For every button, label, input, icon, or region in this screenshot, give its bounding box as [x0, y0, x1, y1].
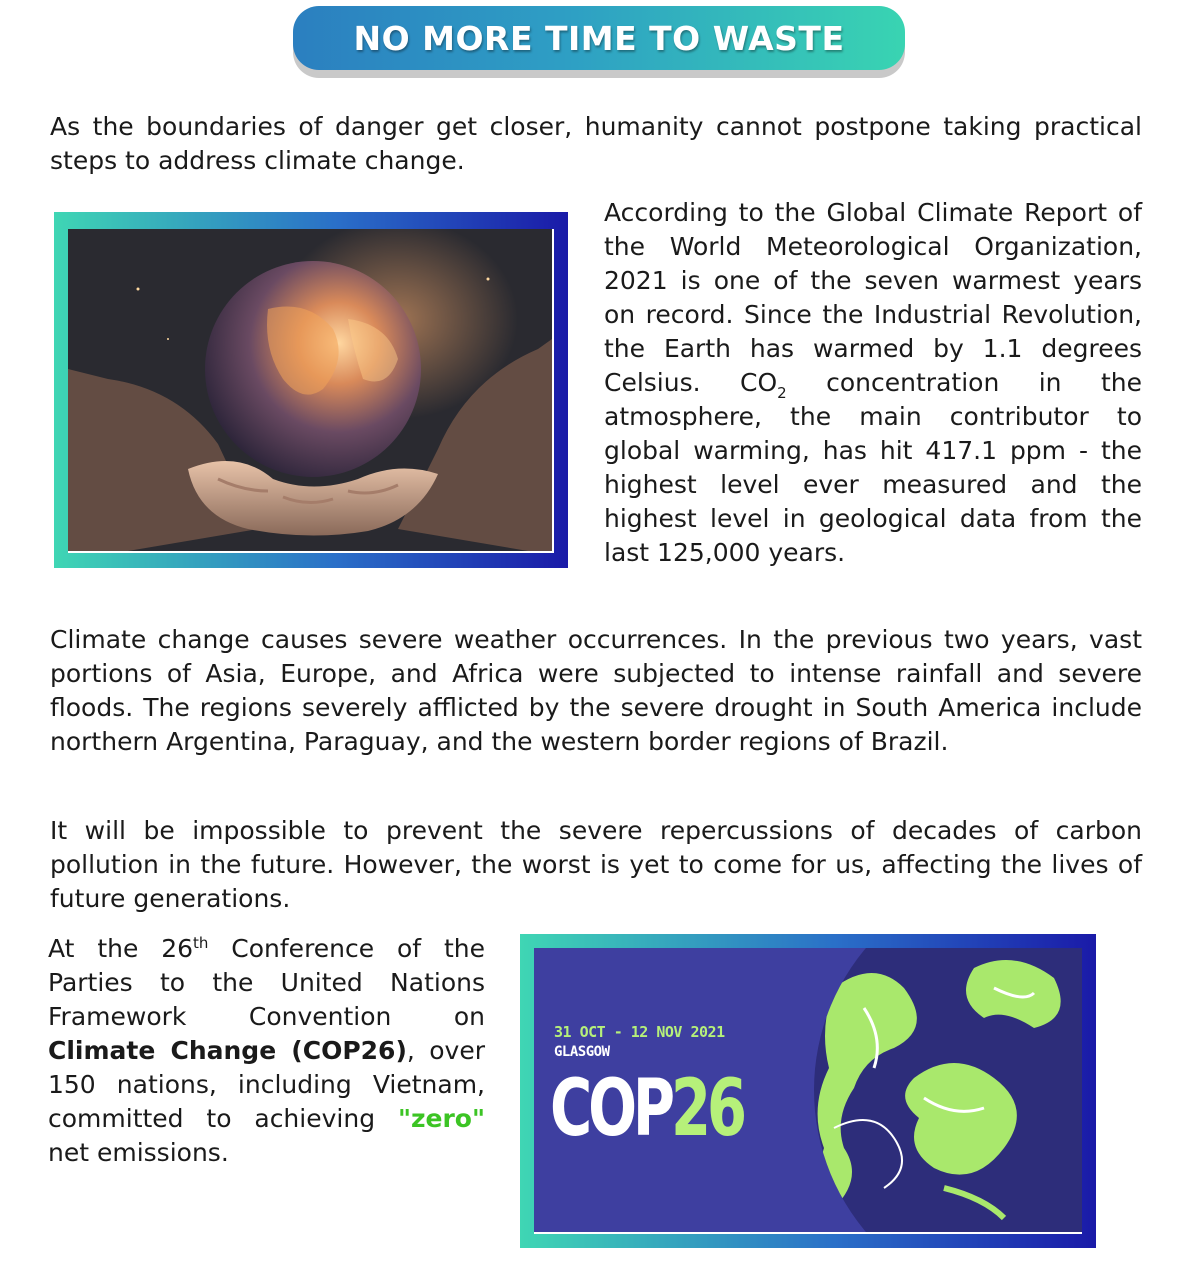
cop26-logo	[550, 1064, 743, 1154]
earth-image-border	[68, 229, 554, 553]
report-text-part2: concentration in the atmosphere, the main contributor to global warming, has hit 417.1 ppm - the highest level ever measured and the highest level in geological data from the last 125,000 years.	[604, 368, 1142, 567]
co2-subscript: 2	[777, 384, 787, 402]
title-banner	[293, 6, 905, 78]
cop-text-2: Conference of the Parties to the United Nations Framework Convention on	[48, 934, 485, 1031]
page-title: NO MORE TIME TO WASTE	[353, 18, 845, 58]
cop26-date: 31 OCT - 12 NOV 2021	[554, 1023, 725, 1041]
ordinal-superscript: th	[193, 934, 209, 952]
earth-in-hands-image	[68, 229, 552, 551]
cop26-image-frame	[520, 934, 1096, 1248]
title-pill	[293, 6, 905, 70]
cop26-logo-26: 26	[671, 1064, 743, 1154]
earth-illustration	[68, 229, 552, 551]
intro-paragraph: As the boundaries of danger get closer, humanity cannot postpone taking practical steps to address climate change.	[50, 112, 1142, 175]
cop26-image-border	[534, 948, 1082, 1234]
pollution-paragraph: It will be impossible to prevent the severe repercussions of decades of carbon pollution in the future. However, the worst is yet to come for us, affecting the lives of future generations.	[50, 816, 1142, 913]
cop-text-1: At the 26	[48, 934, 194, 963]
cop-bold-name: Climate Change (COP26)	[48, 1036, 407, 1065]
cop-text-3: , over 150 nations, including Vietnam, committed to achieving	[48, 1036, 485, 1133]
report-text-part1: According to the Global Climate Report of the World Meteorological Organization, 2021 is one of the seven warmest years on record. Since the Industrial Revolution, the Earth has warmed by 1.1 degrees Celsius. CO	[604, 198, 1142, 397]
cop26-logo-cop: COP	[550, 1064, 672, 1154]
zero-highlight: "zero"	[397, 1104, 485, 1133]
cop26-banner	[534, 948, 1082, 1232]
cop-text-4: net emissions.	[48, 1138, 229, 1167]
cop-paragraph	[48, 932, 485, 1170]
weather-paragraph: Climate change causes severe weather occurrences. In the previous two years, vast portions of Asia, Europe, and Africa were subjected to intense rainfall and severe floods. The regions severely afflicted by the severe drought in South America include northern Argentina, Paraguay, and the western border regions of Brazil.	[50, 625, 1142, 756]
earth-image-frame	[54, 212, 568, 568]
report-paragraph	[604, 196, 1142, 570]
cop26-city: GLASGOW	[554, 1044, 610, 1060]
